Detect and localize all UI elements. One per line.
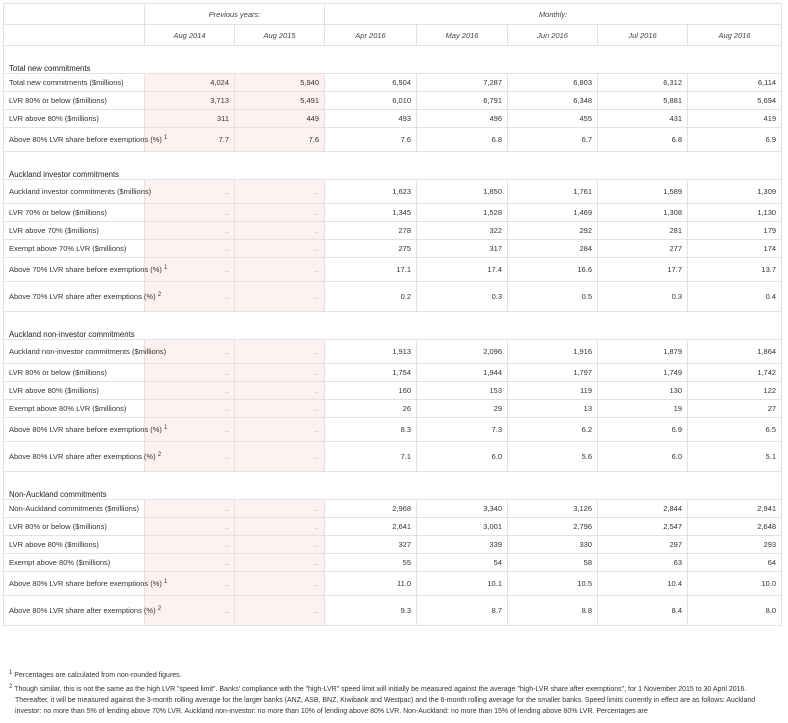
row-label: Above 80% LVR share before exemptions (%) bbox=[9, 134, 162, 144]
row-label: LVR above 70% ($millions) bbox=[9, 225, 99, 235]
row-label-cell bbox=[4, 518, 145, 536]
value-cell: 493 bbox=[325, 110, 417, 128]
row-label: Non-Auckland commitments ($millions) bbox=[9, 503, 140, 513]
column-header: Apr 2016 bbox=[325, 25, 417, 46]
value-cell: 8.7 bbox=[417, 596, 508, 626]
value-cell: 5,881 bbox=[598, 92, 688, 110]
value-cell: 327 bbox=[325, 536, 417, 554]
footnote-ref: 1 bbox=[163, 264, 168, 271]
value-cell: .. bbox=[145, 442, 235, 472]
value-cell: 7.3 bbox=[417, 418, 508, 442]
value-cell: 10.5 bbox=[508, 572, 598, 596]
value-cell: .. bbox=[235, 418, 325, 442]
value-cell: 1,944 bbox=[417, 364, 508, 382]
value-cell: .. bbox=[145, 518, 235, 536]
value-cell: 6.9 bbox=[598, 418, 688, 442]
value-cell: 0.2 bbox=[325, 282, 417, 312]
table-row bbox=[4, 572, 782, 596]
value-cell: .. bbox=[145, 180, 235, 204]
table-row bbox=[4, 500, 782, 518]
value-cell: .. bbox=[145, 500, 235, 518]
footnote-2 bbox=[9, 684, 779, 717]
monthly-header: Monthly: bbox=[325, 4, 782, 25]
row-label-cell bbox=[4, 180, 152, 204]
column-header: Jun 2016 bbox=[508, 25, 598, 46]
value-cell: 1,308 bbox=[598, 204, 688, 222]
table-row bbox=[4, 222, 782, 240]
value-cell: 55 bbox=[325, 554, 417, 572]
value-cell: 0.3 bbox=[598, 282, 688, 312]
value-cell: .. bbox=[145, 222, 235, 240]
value-cell: 8.8 bbox=[508, 596, 598, 626]
value-cell: .. bbox=[235, 500, 325, 518]
value-cell: 297 bbox=[598, 536, 688, 554]
footnote-text: Though similar, this is not the same as the high LVR "speed limit". Banks' compliance with the "high-LVR" speed limit will initially be measured against the average "high-LVR share after exemptions", for 1 November 2015 to 30 April 2016. Thereafter, it will be measured against the 3-month rolling average for the larger banks (ANZ, ASB, BNZ, Kiwibank and Westpac) and the 6-month rolling average for the smaller banks. Speed limits currently in effect are as follows: Auckland investor: no more than 5% of lending above 70% LVR. Auckland non-investor: no more than 10% of lending above 80% LVR. Non-Auckland: no more than 15% of lending above 80% LVR. Percentages are bbox=[14, 686, 756, 715]
row-label-cell bbox=[4, 596, 162, 626]
value-cell: .. bbox=[235, 554, 325, 572]
date-header-row bbox=[4, 25, 782, 46]
row-label-cell bbox=[4, 222, 145, 240]
column-header: Aug 2015 bbox=[235, 25, 325, 46]
table-row bbox=[4, 554, 782, 572]
value-cell: 1,850 bbox=[417, 180, 508, 204]
value-cell: 281 bbox=[598, 222, 688, 240]
value-cell: 7.7 bbox=[145, 128, 235, 152]
corner-cell bbox=[4, 4, 145, 25]
column-header: Jul 2016 bbox=[598, 25, 688, 46]
value-cell: 449 bbox=[235, 110, 325, 128]
value-cell: 1,749 bbox=[598, 364, 688, 382]
value-cell: 1,742 bbox=[688, 364, 782, 382]
value-cell: .. bbox=[235, 536, 325, 554]
previous-years-header: Previous years: bbox=[145, 4, 325, 25]
value-cell: 496 bbox=[417, 110, 508, 128]
value-cell: 3,126 bbox=[508, 500, 598, 518]
value-cell: 9.3 bbox=[325, 596, 417, 626]
section-header-row bbox=[4, 152, 782, 180]
value-cell: 10.1 bbox=[417, 572, 508, 596]
value-cell: .. bbox=[145, 554, 235, 572]
value-cell: 16.6 bbox=[508, 258, 598, 282]
value-cell: 455 bbox=[508, 110, 598, 128]
value-cell: 1,797 bbox=[508, 364, 598, 382]
table-row bbox=[4, 418, 782, 442]
row-label: LVR above 80% ($millions) bbox=[9, 539, 99, 549]
value-cell: 293 bbox=[688, 536, 782, 554]
row-label: Auckland non-investor commitments ($millions) bbox=[9, 346, 167, 356]
value-cell: 7.1 bbox=[325, 442, 417, 472]
value-cell: 6,348 bbox=[508, 92, 598, 110]
value-cell: 330 bbox=[508, 536, 598, 554]
value-cell: 275 bbox=[325, 240, 417, 258]
value-cell: 8.0 bbox=[688, 596, 782, 626]
table-row bbox=[4, 240, 782, 258]
value-cell: .. bbox=[235, 400, 325, 418]
value-cell: 29 bbox=[417, 400, 508, 418]
value-cell: 64 bbox=[688, 554, 782, 572]
value-cell: 5,694 bbox=[688, 92, 782, 110]
row-label: LVR 80% or below ($millions) bbox=[9, 367, 107, 377]
table-row bbox=[4, 400, 782, 418]
row-label: Above 70% LVR share after exemptions (%) bbox=[9, 291, 156, 301]
footnote-ref: 1 bbox=[163, 424, 168, 431]
value-cell: 317 bbox=[417, 240, 508, 258]
row-label-cell bbox=[4, 128, 168, 152]
column-header: May 2016 bbox=[417, 25, 508, 46]
value-cell: 3,340 bbox=[417, 500, 508, 518]
row-label: Exempt above 70% LVR ($millions) bbox=[9, 243, 127, 253]
value-cell: 2,648 bbox=[688, 518, 782, 536]
value-cell: .. bbox=[235, 572, 325, 596]
value-cell: 6.8 bbox=[417, 128, 508, 152]
section-header-row bbox=[4, 46, 782, 74]
row-label: LVR 70% or below ($millions) bbox=[9, 207, 107, 217]
value-cell: 1,469 bbox=[508, 204, 598, 222]
value-cell: 6.9 bbox=[688, 128, 782, 152]
lvr-commitments-table bbox=[3, 3, 782, 626]
value-cell: 0.5 bbox=[508, 282, 598, 312]
section-header-row bbox=[4, 312, 782, 340]
value-cell: 1,879 bbox=[598, 340, 688, 364]
value-cell: .. bbox=[235, 518, 325, 536]
row-label: Above 80% LVR share before exemptions (%) bbox=[9, 424, 162, 434]
row-label-cell bbox=[4, 74, 145, 92]
table-row bbox=[4, 282, 782, 312]
table-row bbox=[4, 110, 782, 128]
value-cell: 6,791 bbox=[417, 92, 508, 110]
row-label-cell bbox=[4, 500, 145, 518]
value-cell: 2,796 bbox=[508, 518, 598, 536]
row-label: LVR 80% or below ($millions) bbox=[9, 521, 107, 531]
row-label: Above 80% LVR share after exemptions (%) bbox=[9, 451, 156, 461]
value-cell: 322 bbox=[417, 222, 508, 240]
row-label-cell bbox=[4, 110, 145, 128]
value-cell: 1,623 bbox=[325, 180, 417, 204]
column-group-header-row bbox=[4, 4, 782, 25]
value-cell: 1,309 bbox=[688, 180, 782, 204]
row-label: LVR above 80% ($millions) bbox=[9, 385, 99, 395]
footnote-marker: 2 bbox=[9, 684, 13, 690]
value-cell: 6.5 bbox=[688, 418, 782, 442]
value-cell: 277 bbox=[598, 240, 688, 258]
value-cell: 174 bbox=[688, 240, 782, 258]
row-label-cell bbox=[4, 572, 168, 596]
row-label-cell bbox=[4, 536, 145, 554]
footnote-marker: 1 bbox=[9, 670, 13, 676]
value-cell: 119 bbox=[508, 382, 598, 400]
row-label-cell bbox=[4, 204, 145, 222]
value-cell: 7,287 bbox=[417, 74, 508, 92]
value-cell: .. bbox=[235, 282, 325, 312]
value-cell: 58 bbox=[508, 554, 598, 572]
table-row bbox=[4, 382, 782, 400]
value-cell: 1,754 bbox=[325, 364, 417, 382]
value-cell: 63 bbox=[598, 554, 688, 572]
value-cell: 17.7 bbox=[598, 258, 688, 282]
row-label-cell bbox=[4, 364, 145, 382]
table-row bbox=[4, 442, 782, 472]
value-cell: 6,010 bbox=[325, 92, 417, 110]
value-cell: 8.4 bbox=[598, 596, 688, 626]
value-cell: .. bbox=[235, 364, 325, 382]
value-cell: .. bbox=[235, 240, 325, 258]
value-cell: 1,528 bbox=[417, 204, 508, 222]
value-cell: 160 bbox=[325, 382, 417, 400]
row-label-cell bbox=[4, 282, 162, 312]
value-cell: .. bbox=[235, 180, 325, 204]
value-cell: .. bbox=[235, 258, 325, 282]
section-header-row bbox=[4, 472, 782, 500]
value-cell: 1,916 bbox=[508, 340, 598, 364]
value-cell: 7.6 bbox=[325, 128, 417, 152]
value-cell: .. bbox=[145, 596, 235, 626]
value-cell: .. bbox=[145, 418, 235, 442]
value-cell: 6.0 bbox=[417, 442, 508, 472]
value-cell: 5,491 bbox=[235, 92, 325, 110]
label-column-header bbox=[4, 25, 145, 46]
table-row bbox=[4, 340, 782, 364]
table-row bbox=[4, 258, 782, 282]
value-cell: 3,001 bbox=[417, 518, 508, 536]
value-cell: 11.0 bbox=[325, 572, 417, 596]
table-row bbox=[4, 92, 782, 110]
value-cell: .. bbox=[145, 536, 235, 554]
value-cell: 284 bbox=[508, 240, 598, 258]
footnote-ref: 1 bbox=[163, 134, 168, 141]
value-cell: 10.0 bbox=[688, 572, 782, 596]
value-cell: 278 bbox=[325, 222, 417, 240]
footnote-1 bbox=[9, 670, 779, 681]
value-cell: 6,312 bbox=[598, 74, 688, 92]
value-cell: 6.0 bbox=[598, 442, 688, 472]
value-cell: 130 bbox=[598, 382, 688, 400]
value-cell: 2,641 bbox=[325, 518, 417, 536]
value-cell: 1,913 bbox=[325, 340, 417, 364]
value-cell: 10.4 bbox=[598, 572, 688, 596]
value-cell: 1,589 bbox=[598, 180, 688, 204]
value-cell: 2,547 bbox=[598, 518, 688, 536]
value-cell: .. bbox=[145, 240, 235, 258]
value-cell: 292 bbox=[508, 222, 598, 240]
table-row bbox=[4, 596, 782, 626]
row-label-cell bbox=[4, 418, 168, 442]
table-row bbox=[4, 518, 782, 536]
footnote-ref: 1 bbox=[163, 578, 168, 585]
row-label-cell bbox=[4, 382, 145, 400]
table-row bbox=[4, 128, 782, 152]
section-title: Auckland investor commitments bbox=[4, 152, 782, 180]
value-cell: .. bbox=[145, 364, 235, 382]
value-cell: 122 bbox=[688, 382, 782, 400]
row-label: LVR above 80% ($millions) bbox=[9, 113, 99, 123]
footnote-ref: 2 bbox=[157, 605, 162, 612]
value-cell: 4,024 bbox=[145, 74, 235, 92]
value-cell: 311 bbox=[145, 110, 235, 128]
row-label-cell bbox=[4, 258, 168, 282]
value-cell: 2,844 bbox=[598, 500, 688, 518]
section-title: Total new commitments bbox=[4, 46, 782, 74]
value-cell: 1,130 bbox=[688, 204, 782, 222]
value-cell: 7.6 bbox=[235, 128, 325, 152]
value-cell: .. bbox=[145, 282, 235, 312]
value-cell: 27 bbox=[688, 400, 782, 418]
value-cell: .. bbox=[145, 382, 235, 400]
value-cell: .. bbox=[145, 572, 235, 596]
row-label-cell bbox=[4, 400, 145, 418]
value-cell: .. bbox=[145, 204, 235, 222]
row-label: LVR 80% or below ($millions) bbox=[9, 95, 107, 105]
table-row bbox=[4, 74, 782, 92]
row-label-cell bbox=[4, 240, 145, 258]
footnote-text: Percentages are calculated from non-rounded figures. bbox=[14, 672, 182, 679]
value-cell: 419 bbox=[688, 110, 782, 128]
row-label: Exempt above 80% LVR ($millions) bbox=[9, 403, 127, 413]
row-label: Exempt above 80% ($millions) bbox=[9, 557, 111, 567]
footnote-ref: 2 bbox=[157, 291, 162, 298]
value-cell: 17.1 bbox=[325, 258, 417, 282]
row-label: Total new commitments ($millions) bbox=[9, 77, 124, 87]
value-cell: .. bbox=[235, 442, 325, 472]
value-cell: 19 bbox=[598, 400, 688, 418]
value-cell: 26 bbox=[325, 400, 417, 418]
value-cell: 6,114 bbox=[688, 74, 782, 92]
value-cell: 153 bbox=[417, 382, 508, 400]
value-cell: 0.3 bbox=[417, 282, 508, 312]
value-cell: 1,864 bbox=[688, 340, 782, 364]
value-cell: 2,096 bbox=[417, 340, 508, 364]
value-cell: .. bbox=[145, 340, 235, 364]
row-label-cell bbox=[4, 340, 167, 364]
row-label-cell bbox=[4, 92, 145, 110]
column-header: Aug 2016 bbox=[688, 25, 782, 46]
row-label: Above 80% LVR share before exemptions (%) bbox=[9, 578, 162, 588]
value-cell: 6,803 bbox=[508, 74, 598, 92]
value-cell: 13.7 bbox=[688, 258, 782, 282]
value-cell: 339 bbox=[417, 536, 508, 554]
footnote-ref: 2 bbox=[157, 451, 162, 458]
value-cell: 179 bbox=[688, 222, 782, 240]
value-cell: 1,345 bbox=[325, 204, 417, 222]
value-cell: .. bbox=[235, 382, 325, 400]
row-label-cell bbox=[4, 554, 145, 572]
table-row bbox=[4, 204, 782, 222]
value-cell: 6,504 bbox=[325, 74, 417, 92]
value-cell: 6.8 bbox=[598, 128, 688, 152]
section-title: Auckland non-investor commitments bbox=[4, 312, 782, 340]
value-cell: .. bbox=[145, 258, 235, 282]
value-cell: .. bbox=[235, 222, 325, 240]
value-cell: 3,713 bbox=[145, 92, 235, 110]
value-cell: 17.4 bbox=[417, 258, 508, 282]
row-label: Above 70% LVR share before exemptions (%) bbox=[9, 264, 162, 274]
row-label: Above 80% LVR share after exemptions (%) bbox=[9, 605, 156, 615]
column-header: Aug 2014 bbox=[145, 25, 235, 46]
table-row bbox=[4, 536, 782, 554]
value-cell: 2,968 bbox=[325, 500, 417, 518]
section-title: Non-Auckland commitments bbox=[4, 472, 782, 500]
value-cell: 6.7 bbox=[508, 128, 598, 152]
value-cell: 13 bbox=[508, 400, 598, 418]
value-cell: 431 bbox=[598, 110, 688, 128]
value-cell: 2,941 bbox=[688, 500, 782, 518]
value-cell: .. bbox=[235, 596, 325, 626]
value-cell: 8.3 bbox=[325, 418, 417, 442]
value-cell: .. bbox=[235, 340, 325, 364]
footnotes bbox=[9, 670, 779, 720]
row-label-cell bbox=[4, 442, 162, 472]
value-cell: 5,940 bbox=[235, 74, 325, 92]
value-cell: 5.1 bbox=[688, 442, 782, 472]
value-cell: .. bbox=[235, 204, 325, 222]
value-cell: 54 bbox=[417, 554, 508, 572]
value-cell: 5.6 bbox=[508, 442, 598, 472]
value-cell: 1,761 bbox=[508, 180, 598, 204]
value-cell: .. bbox=[145, 400, 235, 418]
row-label: Auckland investor commitments ($millions) bbox=[9, 186, 152, 196]
value-cell: 0.4 bbox=[688, 282, 782, 312]
table-row bbox=[4, 364, 782, 382]
table-row bbox=[4, 180, 782, 204]
value-cell: 6.2 bbox=[508, 418, 598, 442]
